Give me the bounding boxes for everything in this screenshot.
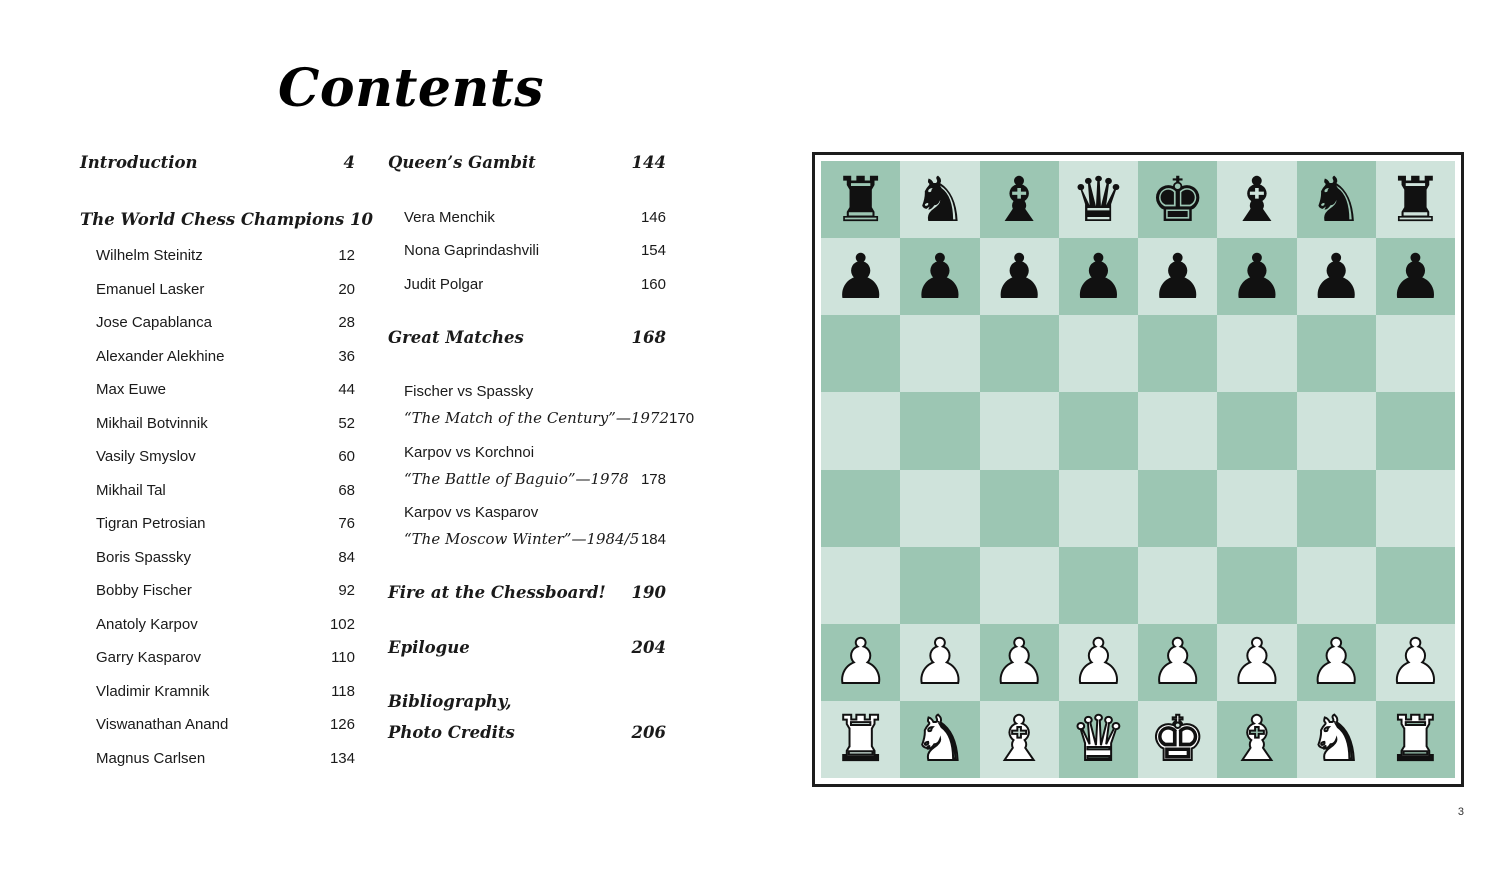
toc-entry[interactable] [80,717,355,732]
toc-entry[interactable] [80,349,355,364]
white-pawn-icon[interactable]: ♟ [912,625,968,699]
board-square[interactable] [900,161,979,238]
board-square[interactable] [1138,470,1217,547]
toc-entry-page: 60 [338,448,355,465]
toc-entry-label: Karpov vs Kasparov [404,504,539,521]
toc-entry-label: Judit Polgar [404,275,484,293]
toc-entry[interactable] [80,483,355,498]
toc-entry[interactable] [388,469,666,488]
toc-entry-page: 110 [331,649,355,666]
board-square[interactable] [1217,315,1296,392]
toc-entry-label: “The Match of the Century”—1972 [404,409,670,427]
board-square[interactable] [1217,470,1296,547]
toc-entry-label: Bobby Fischer [96,582,192,599]
toc-entry-page: 154 [640,242,666,259]
black-pawn-icon[interactable]: ♟ [1149,239,1206,313]
toc-entry-page: 170 [669,410,695,427]
black-pawn-icon[interactable]: ♟ [1387,239,1444,313]
board-square[interactable] [1297,547,1376,624]
toc-column-right [388,153,695,779]
white-pawn-icon[interactable]: ♟ [991,625,1047,699]
toc-entry[interactable] [80,684,355,699]
board-square[interactable] [980,315,1059,392]
toc-entry-page: 102 [329,615,355,633]
toc-entry-label: Nona Gaprindashvili [404,242,540,259]
toc-entry-label: Emanuel Lasker [96,280,205,298]
page-number: 3 [1457,806,1464,818]
board-square[interactable] [1376,470,1455,547]
board-square[interactable] [900,624,979,701]
black-pawn-icon[interactable]: ♟ [991,239,1047,313]
toc-entry-label: Alexander Alekhine [96,347,225,365]
white-pawn-icon[interactable]: ♟ [1229,625,1285,699]
board-square[interactable] [1217,161,1296,238]
board-square[interactable] [1376,547,1455,624]
toc-entry[interactable] [388,327,666,347]
toc-entry-page: 36 [338,347,355,365]
toc-entry-label: Epilogue [388,637,470,657]
toc-entry-label: Mikhail Tal [96,481,166,499]
toc-entry[interactable] [80,650,355,665]
white-knight-icon[interactable]: ♞ [912,702,968,776]
toc-entry-page: 52 [338,414,355,432]
toc-entry[interactable] [388,384,666,399]
board-square[interactable] [1138,161,1217,238]
board-square[interactable] [1059,470,1138,547]
toc-entry-page: 204 [631,637,666,657]
board-square[interactable] [821,470,900,547]
chessboard-page [750,0,1500,886]
toc-entry[interactable] [388,277,666,292]
board-square[interactable] [1059,315,1138,392]
board-square[interactable] [1297,315,1376,392]
toc-entry[interactable] [388,637,666,657]
board-square[interactable] [1217,701,1296,778]
board-square[interactable] [1138,392,1217,469]
toc-entry-page: 84 [338,548,355,566]
toc-entry[interactable] [80,155,355,172]
toc-entry[interactable] [388,210,666,225]
toc-entry[interactable] [388,155,666,172]
board-square[interactable] [821,238,900,315]
toc-entry-page: 206 [631,722,666,742]
white-pawn-icon[interactable]: ♟ [1149,625,1206,699]
black-pawn-icon[interactable]: ♟ [1229,239,1285,313]
toc-entry[interactable] [388,409,695,427]
board-square[interactable] [1376,392,1455,469]
toc-entry-label: Mikhail Botvinnik [96,414,208,432]
toc-entry[interactable] [80,315,355,330]
toc-entry[interactable] [80,550,355,565]
black-knight-icon[interactable]: ♞ [912,162,968,236]
black-rook-icon[interactable]: ♜ [832,162,889,236]
toc-entry[interactable] [388,532,666,547]
toc-entry-label: Viswanathan Anand [96,716,229,733]
board-square[interactable] [1059,701,1138,778]
toc-entry-label: “The Battle of Baguio”—1978 [404,469,629,488]
board-square[interactable] [900,392,979,469]
toc-entry-label: Magnus Carlsen [96,749,206,767]
chessboard-grid [821,161,1455,778]
toc-entry-page: 168 [631,327,666,347]
toc-entry-label: Anatoly Karpov [96,615,198,633]
board-square[interactable] [1217,238,1296,315]
toc-entry[interactable] [388,722,666,742]
board-square[interactable] [1059,624,1138,701]
chessboard [812,152,1464,787]
toc-entry-label: Bibliography, [388,692,512,711]
toc-entry-label: Vladimir Kramnik [96,682,210,700]
board-square[interactable] [980,470,1059,547]
toc-entry-label: “The Moscow Winter”—1984/5 [404,530,640,548]
board-square[interactable] [1297,470,1376,547]
white-pawn-icon[interactable]: ♟ [1070,625,1127,699]
toc-entry-page: 12 [338,247,355,264]
toc-entry-label: The World Chess Champions 10 [80,209,373,229]
white-pawn-icon[interactable]: ♟ [1308,625,1364,699]
black-knight-icon[interactable]: ♞ [1308,162,1364,236]
toc-entry-page: 20 [338,280,355,298]
board-square[interactable] [1297,701,1376,778]
toc-entry-label: Boris Spassky [96,548,192,566]
board-square[interactable] [1138,238,1217,315]
board-square[interactable] [1217,392,1296,469]
board-square[interactable] [1059,392,1138,469]
white-bishop-icon[interactable]: ♝ [991,702,1047,776]
black-queen-icon[interactable]: ♛ [1070,162,1127,236]
board-square[interactable] [1138,701,1217,778]
board-square[interactable] [1376,161,1455,238]
black-bishop-icon[interactable]: ♝ [991,162,1047,236]
board-square[interactable] [900,238,979,315]
board-square[interactable] [980,624,1059,701]
board-square[interactable] [821,161,900,238]
toc-entry[interactable] [388,505,666,520]
white-knight-icon[interactable]: ♞ [1308,702,1364,776]
toc-entry-label: Introduction [80,153,198,172]
board-square[interactable] [900,701,979,778]
toc-entry-page: 28 [338,314,355,331]
toc-entry-label: Wilhelm Steinitz [96,247,203,264]
toc-entry[interactable] [80,282,355,297]
board-square[interactable] [1059,238,1138,315]
board-square[interactable] [900,315,979,392]
toc-entry-label: Garry Kasparov [96,649,202,666]
black-bishop-icon[interactable]: ♝ [1229,162,1285,236]
board-square[interactable] [821,315,900,392]
board-square[interactable] [821,624,900,701]
toc-entry-page: 160 [640,275,666,293]
board-square[interactable] [1297,392,1376,469]
toc-entry[interactable] [80,583,355,598]
white-bishop-icon[interactable]: ♝ [1229,702,1285,776]
toc-entry-label: Tigran Petrosian [96,515,206,532]
toc-entry-label: Fischer vs Spassky [404,383,534,400]
toc-column-left [80,153,373,784]
toc-entry-label: Photo Credits [388,722,515,742]
board-square[interactable] [980,701,1059,778]
board-square[interactable] [1138,547,1217,624]
toc-entry-page: 184 [640,531,666,548]
toc-entry-page: 178 [640,470,666,488]
board-square[interactable] [980,547,1059,624]
board-square[interactable] [1376,238,1455,315]
toc-entry-page: 190 [631,583,666,602]
board-square[interactable] [900,470,979,547]
toc-entry[interactable] [80,751,355,766]
board-square[interactable] [1376,315,1455,392]
black-pawn-icon[interactable]: ♟ [832,239,889,313]
toc-entry-page: 92 [338,582,355,599]
board-square[interactable] [1138,624,1217,701]
toc-entry-label: Vasily Smyslov [96,448,196,465]
black-pawn-icon[interactable]: ♟ [912,239,968,313]
toc-entry-page: 134 [329,749,355,767]
black-pawn-icon[interactable]: ♟ [1070,239,1127,313]
toc-entry[interactable] [388,445,666,460]
toc-entry[interactable] [80,416,355,431]
black-rook-icon[interactable]: ♜ [1387,162,1444,236]
board-square[interactable] [900,547,979,624]
board-square[interactable] [1217,624,1296,701]
toc-entry[interactable] [388,694,666,711]
toc-entry-page: 146 [640,208,666,226]
toc-entry-page: 44 [338,381,355,398]
board-square[interactable] [1059,161,1138,238]
board-square[interactable] [980,238,1059,315]
toc-entry-page: 68 [338,481,355,499]
board-square[interactable] [821,701,900,778]
board-square[interactable] [1138,315,1217,392]
toc-entry[interactable] [80,449,355,464]
board-square[interactable] [1217,547,1296,624]
white-queen-icon[interactable]: ♛ [1070,702,1127,776]
toc-entry-page: 126 [329,716,355,733]
toc-entry-page: 76 [338,515,355,532]
black-pawn-icon[interactable]: ♟ [1308,239,1364,313]
board-square[interactable] [1376,624,1455,701]
page-title: Contents [278,58,545,119]
toc-entry-page: 4 [343,153,355,172]
toc-entry[interactable] [80,209,373,229]
board-square[interactable] [1297,238,1376,315]
black-king-icon[interactable]: ♚ [1149,162,1206,236]
board-square[interactable] [1297,624,1376,701]
toc-entry[interactable] [80,248,355,263]
toc-entry-label: Fire at the Chessboard! [388,583,606,602]
board-square[interactable] [980,392,1059,469]
white-pawn-icon[interactable]: ♟ [1387,625,1444,699]
toc-entry-label: Queen’s Gambit [388,153,536,172]
toc-entry-label: Max Euwe [96,381,167,398]
white-king-icon[interactable]: ♚ [1149,702,1206,776]
board-square[interactable] [1059,547,1138,624]
toc-entry-label: Karpov vs Korchnoi [404,443,535,461]
board-square[interactable] [980,161,1059,238]
toc-entry[interactable] [80,382,355,397]
toc-entry-label: Jose Capablanca [96,314,212,331]
board-square[interactable] [821,547,900,624]
toc-entry-label: Great Matches [388,327,524,347]
toc-entry[interactable] [388,243,666,258]
white-rook-icon[interactable]: ♜ [1387,702,1444,776]
toc-entry-page: 118 [331,682,355,700]
toc-entry-label: Vera Menchik [404,208,495,226]
white-rook-icon[interactable]: ♜ [832,702,889,776]
toc-entry-page: 144 [631,153,666,172]
white-pawn-icon[interactable]: ♟ [832,625,889,699]
board-square[interactable] [821,392,900,469]
board-square[interactable] [1297,161,1376,238]
board-square[interactable] [1376,701,1455,778]
toc-entry[interactable] [388,585,666,602]
toc-entry[interactable] [80,617,355,632]
toc-entry[interactable] [80,516,355,531]
